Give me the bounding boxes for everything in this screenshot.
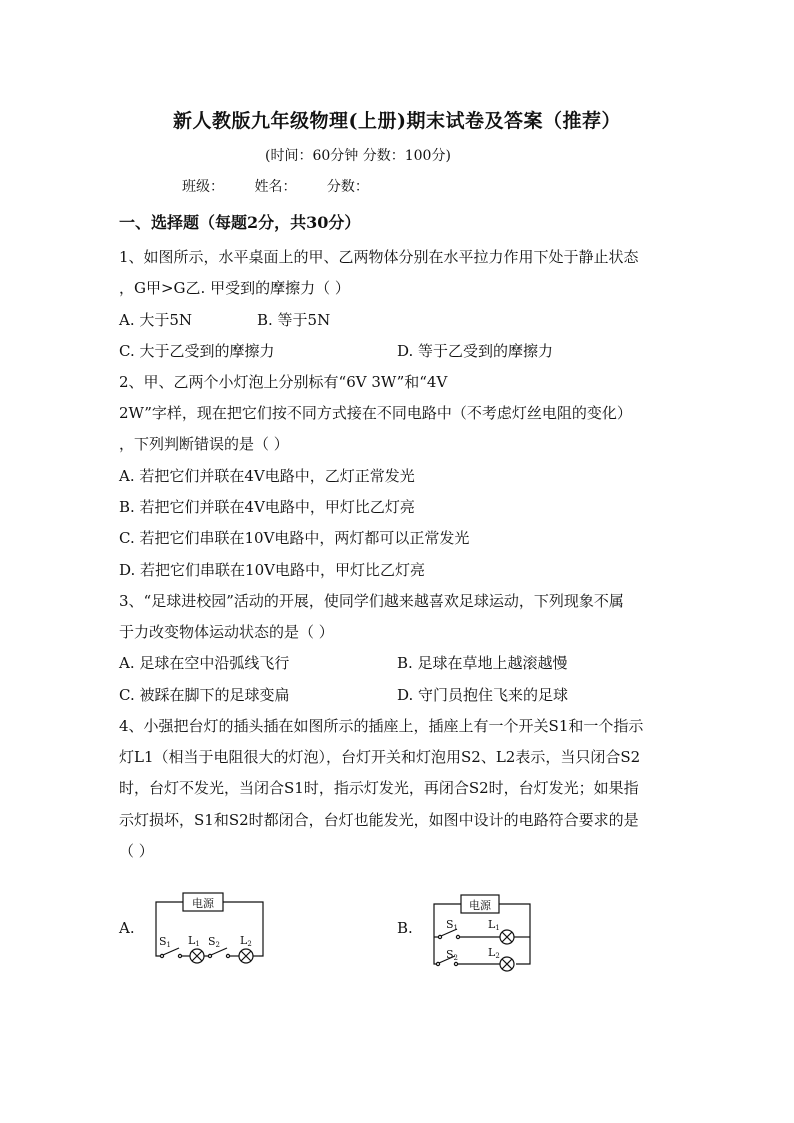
l2-label-a: L bbox=[240, 934, 248, 947]
circuit-b-diagram bbox=[428, 892, 538, 972]
exam-time-score: (时间：60分钟 分数：100分) bbox=[265, 148, 451, 164]
question-2-line-1: 2、甲、乙两个小灯泡上分别标有“6V 3W”和“4V bbox=[119, 373, 448, 391]
question-3-option-c: C. 被踩在脚下的足球变扁 bbox=[119, 686, 290, 704]
question-1-option-b: B. 等于5N bbox=[257, 311, 331, 329]
question-4-line-3: 时，台灯不发光，当闭合S1时，指示灯发光，再闭合S2时，台灯发光；如果指 bbox=[119, 779, 639, 797]
question-1-option-a: A. 大于5N bbox=[119, 311, 193, 329]
circuit-a-label: A. bbox=[119, 919, 135, 937]
l2-sub-a: 2 bbox=[247, 940, 252, 948]
question-4-line-4: 示灯损坏，S1和S2时都闭合，台灯也能发光，如图中设计的电路符合要求的是 bbox=[119, 811, 639, 829]
question-2-line-3: ，下列判断错误的是（ ） bbox=[119, 435, 289, 453]
l2-label-b: L bbox=[488, 946, 496, 959]
s2-label-b: S bbox=[446, 948, 454, 961]
power-label-a: 电源 bbox=[192, 897, 214, 910]
class-label: 班级： bbox=[182, 179, 224, 195]
student-info bbox=[182, 176, 395, 196]
section-heading: 一、选择题（每题2分，共30分） bbox=[119, 213, 361, 232]
svg-text:S1 bbox=[159, 935, 171, 949]
l1-label-b: L bbox=[488, 918, 496, 931]
page-title: 新人教版九年级物理(上册)期末试卷及答案（推荐） bbox=[173, 110, 621, 132]
question-2-option-b: B. 若把它们并联在4V电路中，甲灯比乙灯亮 bbox=[119, 498, 415, 516]
circuit-a-diagram bbox=[150, 890, 270, 970]
svg-text:L2 bbox=[240, 934, 252, 948]
question-4-line-5: （ ） bbox=[119, 842, 154, 860]
question-2-option-a: A. 若把它们并联在4V电路中，乙灯正常发光 bbox=[119, 467, 415, 485]
s1-label-b: S bbox=[446, 918, 454, 931]
question-1-line-2: ，G甲>G乙. 甲受到的摩擦力（ ） bbox=[119, 279, 350, 297]
svg-text:L1 bbox=[488, 918, 500, 932]
question-1-line-1: 1、如图所示，水平桌面上的甲、乙两物体分别在水平拉力作用下处于静止状态 bbox=[119, 248, 639, 266]
question-2-line-2: 2W”字样，现在把它们按不同方式接在不同电路中（不考虑灯丝电阻的变化） bbox=[119, 404, 632, 422]
s2-sub-a: 2 bbox=[215, 941, 221, 949]
question-3-line-2: 于力改变物体运动状态的是（ ） bbox=[119, 623, 334, 641]
question-2-option-c: C. 若把它们串联在10V电路中，两灯都可以正常发光 bbox=[119, 529, 470, 547]
l1-sub-b: 1 bbox=[495, 924, 500, 932]
question-3-option-a: A. 足球在空中沿弧线飞行 bbox=[119, 654, 290, 672]
svg-text:L1 bbox=[188, 934, 200, 948]
s1-label-a: S bbox=[159, 935, 167, 948]
power-label-b: 电源 bbox=[469, 899, 491, 912]
circuit-b-label: B. bbox=[397, 919, 413, 937]
svg-text:S1 bbox=[446, 918, 458, 932]
s1-sub-a: 1 bbox=[166, 941, 172, 949]
question-2-option-d: D. 若把它们串联在10V电路中，甲灯比乙灯亮 bbox=[119, 561, 425, 579]
svg-text:L2 bbox=[488, 946, 500, 960]
s1-sub-b: 1 bbox=[453, 924, 459, 932]
question-1-option-c: C. 大于乙受到的摩擦力 bbox=[119, 342, 275, 360]
svg-text:S2 bbox=[208, 935, 220, 949]
question-1-option-d: D. 等于乙受到的摩擦力 bbox=[397, 342, 554, 360]
s2-sub-b: 2 bbox=[453, 954, 459, 962]
question-3-option-b: B. 足球在草地上越滚越慢 bbox=[397, 654, 568, 672]
s2-label-a: S bbox=[208, 935, 216, 948]
l1-label-a: L bbox=[188, 934, 196, 947]
question-4-line-2: 灯L1（相当于电阻很大的灯泡），台灯开关和灯泡用S2、L2表示，当只闭合S2 bbox=[119, 748, 641, 766]
question-4-line-1: 4、小强把台灯的插头插在如图所示的插座上，插座上有一个开关S1和一个指示 bbox=[119, 717, 644, 735]
svg-text:S2 bbox=[446, 948, 458, 962]
l1-sub-a: 1 bbox=[195, 940, 200, 948]
name-label: 姓名： bbox=[254, 179, 297, 195]
score-label: 分数： bbox=[326, 179, 369, 195]
l2-sub-b: 2 bbox=[495, 952, 500, 960]
question-3-line-1: 3、“足球进校园”活动的开展，使同学们越来越喜欢足球运动，下列现象不属 bbox=[119, 592, 624, 610]
question-3-option-d: D. 守门员抱住飞来的足球 bbox=[397, 686, 569, 704]
